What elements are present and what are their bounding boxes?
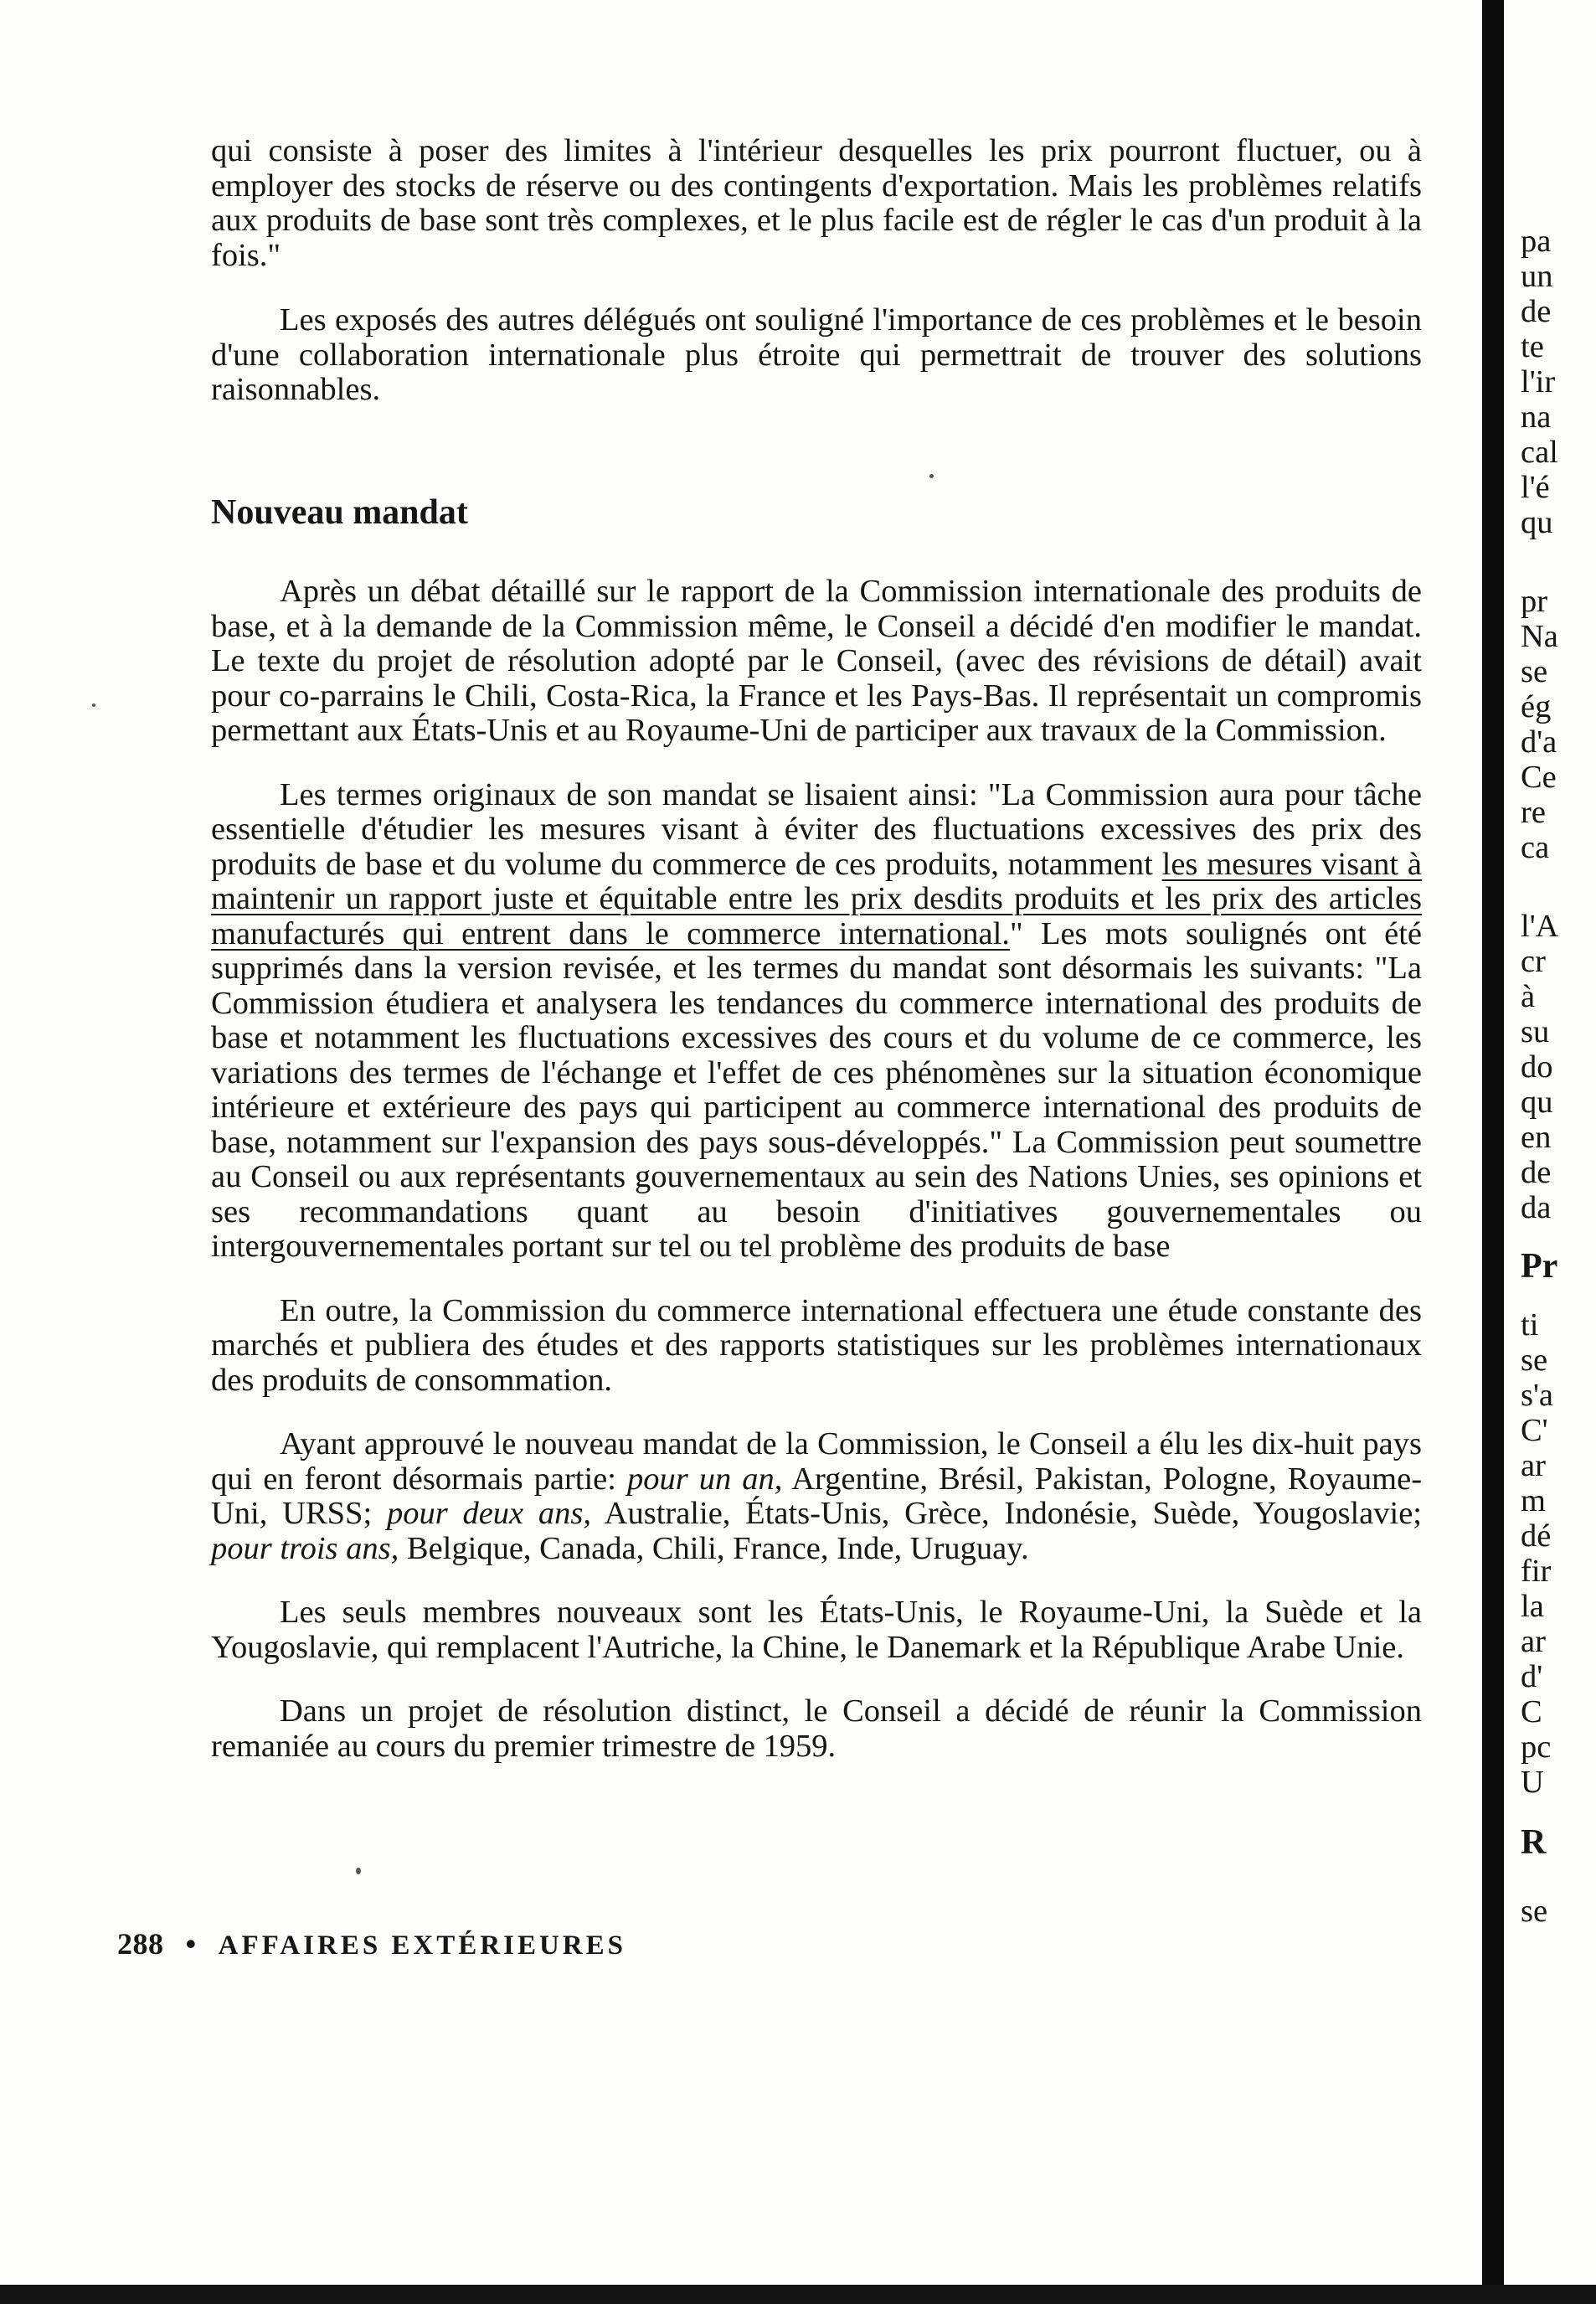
adjacent-page-fragment: re bbox=[1521, 795, 1546, 830]
adjacent-page-fragment: un bbox=[1521, 259, 1553, 294]
term-two-years: pour deux ans, bbox=[386, 1496, 592, 1531]
adjacent-page-fragment: l'é bbox=[1521, 470, 1550, 505]
countries-two-years: Australie, États-Unis, Grèce, Indonésie, Suède, Yougoslavie; bbox=[591, 1496, 1422, 1531]
adjacent-page-fragment: pa bbox=[1521, 224, 1552, 259]
journal-title: AFFAIRES EXTÉRIEURES bbox=[218, 1930, 627, 1961]
scan-bottom-edge bbox=[0, 2285, 1596, 2304]
term-three-years: pour trois ans, bbox=[211, 1530, 399, 1566]
adjacent-page-fragment: cr bbox=[1521, 944, 1546, 979]
adjacent-page-fragment: cal bbox=[1521, 435, 1558, 470]
paragraph-elections bbox=[211, 1427, 1422, 1566]
text-block-top bbox=[211, 134, 1422, 408]
adjacent-page-fragment: se bbox=[1521, 1894, 1548, 1929]
adjacent-page-fragment: se bbox=[1521, 654, 1548, 689]
section-heading: Nouveau mandat bbox=[211, 493, 468, 532]
adjacent-page-fragment: l'ir bbox=[1521, 364, 1556, 399]
text-block-main bbox=[211, 575, 1422, 1764]
adjacent-page-fragment: de bbox=[1521, 294, 1552, 329]
adjacent-page-fragment: R bbox=[1521, 1823, 1547, 1862]
term-one-year: pour un an, bbox=[626, 1461, 783, 1497]
paragraph-mandate bbox=[211, 778, 1422, 1265]
adjacent-page-fragment: la bbox=[1521, 1589, 1544, 1624]
countries-one-year: Argentine, Brésil, Pakistan, Pologne, Royaume-Uni, URSS; bbox=[211, 1461, 1423, 1531]
adjacent-page-fragment: en bbox=[1521, 1120, 1552, 1155]
mandate-text-intro: Les termes originaux de son mandat se lisaient ainsi: "La Commission aura pour tâche essentielle d'étudier les mesures visant à éviter des fluctuations excessives des prix des produits de base et du volume du commerce de ces produits, notamment bbox=[211, 776, 1422, 882]
adjacent-page-fragment: C bbox=[1521, 1694, 1542, 1729]
footer-bullet: • bbox=[185, 1927, 197, 1961]
adjacent-page-fragment: à bbox=[1521, 979, 1536, 1014]
paragraph-delegates: Les exposés des autres délégués ont souligné l'importance de ces problèmes et le besoin d'une collaboration internationale plus étroite qui permettrait de trouver des solutions raisonnables. bbox=[211, 302, 1422, 407]
adjacent-page-fragment: fir bbox=[1521, 1554, 1552, 1589]
elections-intro: Ayant approuvé le nouveau mandat de la Commission, le Conseil a élu les dix-huit pays qui en feront désormais partie: bbox=[211, 1426, 1422, 1497]
adjacent-page-fragment: do bbox=[1521, 1049, 1553, 1085]
adjacent-page-fragment: de bbox=[1521, 1155, 1552, 1190]
adjacent-page-fragment: te bbox=[1521, 329, 1544, 364]
paragraph-outre: En outre, la Commission du commerce international effectuera une étude constante des marchés et publiera des études et des rapports statistiques sur les problèmes internationaux des produits de consommation. bbox=[211, 1292, 1422, 1398]
adjacent-page-fragment: l'A bbox=[1521, 909, 1559, 944]
scan-speck bbox=[356, 1868, 361, 1874]
adjacent-page-fragment: pc bbox=[1521, 1729, 1552, 1765]
adjacent-page-fragment: ar bbox=[1521, 1448, 1546, 1483]
page-number: 288 bbox=[117, 1927, 164, 1961]
paragraph-draft-resolution: Dans un projet de résolution distinct, le Conseil a décidé de réunir la Commission remaniée au cours du premier trimestre de 1959. bbox=[211, 1693, 1422, 1764]
adjacent-page-fragment: ar bbox=[1521, 1624, 1546, 1659]
adjacent-page-fragment: pr bbox=[1521, 584, 1548, 619]
paragraph-continuation: qui consiste à poser des limites à l'intérieur desquelles les prix pourront fluctuer, ou à employer des stocks de réserve ou des contingents d'exportation. Mais les problèmes relatifs aux produits de base sont très complexes, et le plus facile est de régler le cas d'un produit à la fois." bbox=[211, 133, 1422, 273]
adjacent-page-fragment: se bbox=[1521, 1343, 1548, 1378]
adjacent-page-fragment: Pr bbox=[1521, 1247, 1558, 1286]
adjacent-page-fragment: ti bbox=[1521, 1307, 1539, 1343]
underlined-passage: les mesures visant à maintenir un rapport juste et équitable entre les prix desdits produits et les prix des articles manufacturés qui entrent dans le commerce international. bbox=[211, 846, 1422, 951]
countries-three-years: Belgique, Canada, Chili, France, Inde, Uruguay. bbox=[399, 1530, 1029, 1566]
adjacent-page-fragment: da bbox=[1521, 1190, 1552, 1225]
scan-speck bbox=[92, 704, 95, 707]
adjacent-page-fragment: ca bbox=[1521, 830, 1550, 865]
adjacent-page-fragment: U bbox=[1521, 1765, 1544, 1800]
adjacent-page-fragment: qu bbox=[1521, 1085, 1553, 1120]
mandate-text-rest: " Les mots soulignés ont été supprimés dans la version revisée, et les termes du mandat sont désormais les suivants: "La Commission étudiera et analysera les tendances du commerce international des produits de base et notamment les fluctuations excessives des cours et du volume de ce commerce, les variations des termes de l'échange et l'effet de ces phénomènes sur la situation économique intérieure et extérieure des pays qui participent au commerce international des produits de base, notamment sur l'expansion des pays sous-développés." La Commission peut soumettre au Conseil ou aux représentants gouvernementaux au sein des Nations Unies, ses opinions et ses recommandations quant au besoin d'initiatives gouvernementales ou intergouvernementales portant sur tel ou tel problème des produits de base bbox=[211, 915, 1422, 1264]
paragraph-debate: Après un débat détaillé sur le rapport de la Commission internationale des produits de base, et à la demande de la Commission même, le Conseil a décidé d'en modifier le mandat. Le texte du projet de résolution adopté par le Conseil, (avec des révisions de détail) avait pour co-parrains le Chili, Costa-Rica, la France et les Pays-Bas. Il représentait un compromis permettant aux États-Unis et au Royaume-Uni de participer aux travaux de la Commission. bbox=[211, 574, 1422, 748]
adjacent-page-edge bbox=[1504, 0, 1596, 2304]
adjacent-page-fragment: qu bbox=[1521, 505, 1553, 540]
scan-speck bbox=[929, 474, 934, 478]
adjacent-page-fragment: Na bbox=[1521, 619, 1558, 654]
adjacent-page-fragment: s'a bbox=[1521, 1378, 1554, 1413]
page-gutter-shadow bbox=[1482, 0, 1504, 2304]
adjacent-page-fragment: ég bbox=[1521, 689, 1552, 724]
adjacent-page-fragment: d' bbox=[1521, 1659, 1543, 1694]
paragraph-new-members: Les seuls membres nouveaux sont les États-Unis, le Royaume-Uni, la Suède et la Yougoslavie, qui remplacent l'Autriche, la Chine, le Danemark et la République Arabe Unie. bbox=[211, 1595, 1422, 1665]
adjacent-page-fragment: Ce bbox=[1521, 760, 1557, 795]
adjacent-page-fragment: su bbox=[1521, 1014, 1550, 1049]
page-footer bbox=[117, 1926, 626, 1961]
adjacent-page-fragment: dé bbox=[1521, 1518, 1552, 1554]
adjacent-page-fragment: d'a bbox=[1521, 724, 1557, 760]
adjacent-page-fragment: na bbox=[1521, 399, 1552, 435]
adjacent-page-fragment: C' bbox=[1521, 1413, 1548, 1448]
adjacent-page-fragment: m bbox=[1521, 1483, 1546, 1518]
